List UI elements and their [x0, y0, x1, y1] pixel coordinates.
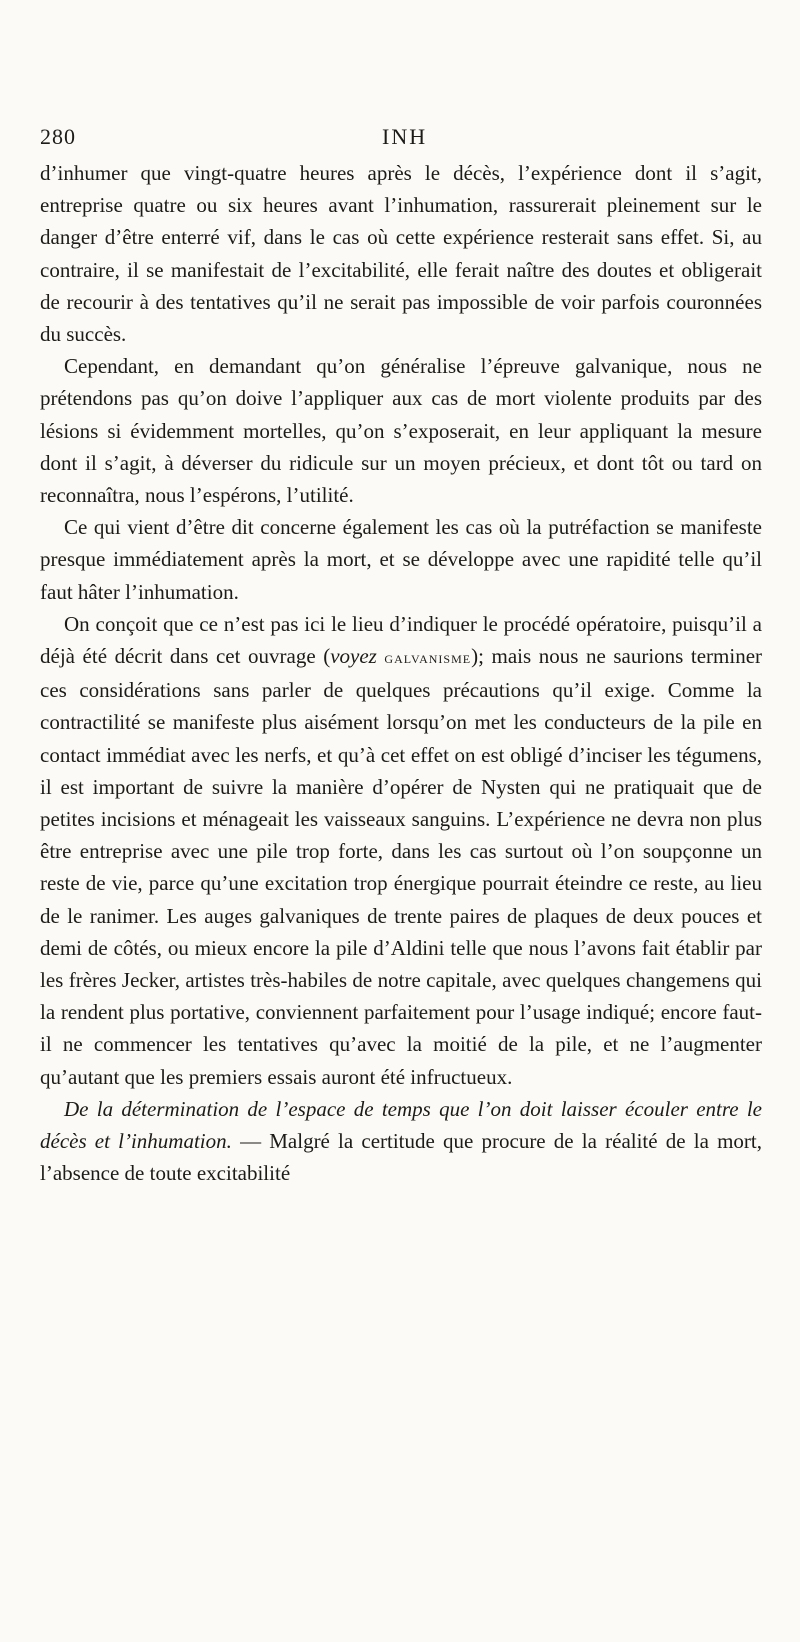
- paragraph-text: ); mais nous ne saurions terminer ces considérations sans parler de quelques précautions qu’il exige. Comme la contractilité se manifeste plus aisément lorsqu’on met les conducteurs de la pile en contact immédiat avec les nerfs, et qu’à cet effet on est obligé d’inciser les tégumens, il est important de suivre la manière d’opérer de Nysten qui ne pratiquait que de petites incisions et ménageait les vaisseaux sanguins. L’expérience ne devra non plus être entreprise avec une pile trop forte, dans les cas surtout où l’on soupçonne un reste de vie, parce qu’une excitation trop énergique pourrait éteindre ce reste, au lieu de le ranimer. Les auges galvaniques de trente paires de plaques de deux pouces et demi de côtés, ou mieux encore la pile d’Aldini telle que nous l’avons fait établir par les frères Jecker, artistes très-habiles de notre capitale, avec quelques changemens qui la rendent plus portative, conviennent parfaitement pour l’usage indiqué; encore faut-il ne commencer les tentatives qu’avec la moitié de la pile, et ne l’augmenter qu’autant que les premiers essais auront été infructueux.: [40, 644, 763, 1089]
- paragraph: [40, 608, 762, 1093]
- page-body: [40, 157, 762, 1190]
- paragraph: [40, 350, 762, 511]
- paragraph-text: Cependant, en demandant qu’on généralise l’épreuve galvanique, nous ne prétendons pas qu’on doive l’appliquer aux cas de mort violente produits par des lésions si évidemment mortelles, qu’on s’exposerait, en leur appliquant la mesure dont il s’agit, à déverser du ridicule sur un moyen précieux, et dont tôt ou tard on reconnaîtra, nous l’espérons, l’utilité.: [40, 354, 762, 508]
- paragraph-text: On conçoit que ce n’est pas ici le lieu d’indiquer le procédé opératoire, puisqu’il a déjà été décrit dans cet ouvrage (: [40, 611, 762, 669]
- paragraph-continuation: [40, 157, 762, 350]
- paragraph-text: Ce qui vient d’être dit concerne également les cas où la putréfaction se manifeste presque immédiatement après la mort, et se développe avec une rapidité telle qu’il faut hâter l’inhumation.: [40, 515, 762, 604]
- paragraph-text: d’inhumer que vingt-quatre heures après le décès, l’expérience dont il s’agit, entreprise quatre ou six heures avant l’inhumation, rassurerait pleinement sur le danger d’être enterré vif, dans le cas où cette expérience resterait sans effet. Si, au contraire, il se manifestait de l’excitabilité, elle ferait naître des doutes et obligerait de recourir à des tentatives qu’il ne serait pas impossible de voir parfois couronnées du succès.: [40, 161, 762, 347]
- cross-reference-galvanisme: galvanisme: [376, 648, 472, 668]
- page-number: 280: [40, 124, 76, 149]
- page-header: [40, 124, 760, 154]
- section-paragraph: [40, 1093, 762, 1190]
- section-heading: De la détermination de l’espace de temps que l’on doit laisser écouler entre le décès et l’inhumation.: [40, 1096, 762, 1154]
- running-title: INH: [382, 124, 428, 149]
- cross-reference-voyez: voyez: [330, 644, 377, 669]
- paragraph-text: — Malgré la certitude que procure de la réalité de la mort, l’absence de toute excitabilité: [40, 1129, 762, 1186]
- paragraph: [40, 511, 762, 608]
